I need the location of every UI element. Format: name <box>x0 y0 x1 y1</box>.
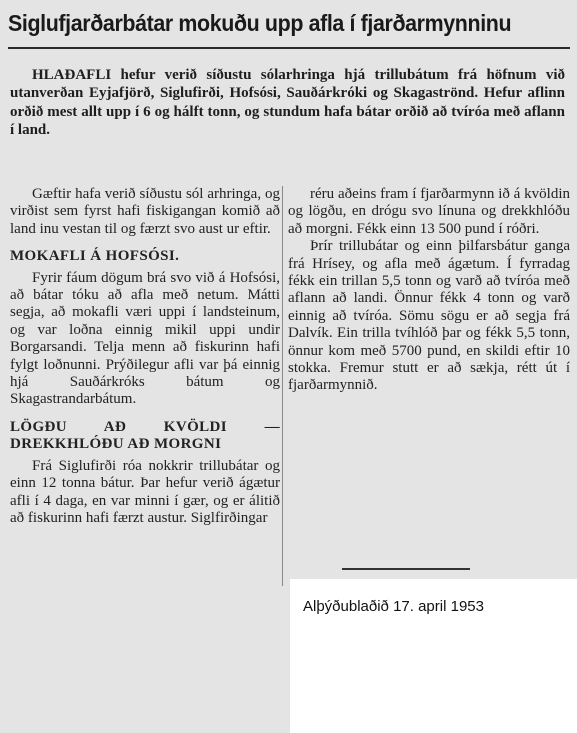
subheading-lodu: LÖGÐU AÐ KVÖLDI — DREKKHLÓÐU AÐ MORGNI <box>10 418 280 453</box>
headline-rule <box>8 47 570 49</box>
lead-paragraph <box>10 66 565 140</box>
headline: Siglufjarðarbátar mokuðu upp afla í fjarðarmynninu <box>8 10 512 36</box>
left-paragraph-1: Gæftir hafa verið síðustu sól arhringa, og virðist sem fyrst hafi fiskigangan komið að land inu vestan til og færzt svo aust ur eftir. <box>10 186 280 237</box>
column-divider <box>282 186 283 586</box>
subheading-hofsos: MOKAFLI Á HOFSÓSI. <box>10 248 180 265</box>
right-paragraph-2: Þrír trillubátar og einn þilfarsbátur ganga frá Hrísey, og afla með ágætum. Í fyrradag fékk ein trillan 5,5 tonn og varð að tvíróa með aflann að landi. Önnur fékk 4 tonn og varð einnig að tvíróa. Sömu sögu er að segja frá Dalvík. Ein trilla tvíhlóð þar og fékk 5,5 tonn, önnur kom með 5700 pund, en skildi eftir 10 stokka. Fremur stutt er að sækja, rétt út í fjarðarmynnið. <box>288 238 570 394</box>
article-end-rule <box>342 568 470 570</box>
right-column <box>288 186 570 395</box>
left-paragraph-2: Fyrir fáum dögum brá svo við á Hofsósi, að bátar tóku að afla með netum. Mátti segja, að mokafli væri uppi í landsteinum, og var loðna einnig mikil uppi undir Borgarsandi. Telja menn að fiskurinn hafi fylgt loðnunni. Prýðilegur afli var þá einnig hjá Sauðárkróks bátum og Skagastrandarbátum. <box>10 269 280 408</box>
left-column <box>10 186 280 527</box>
right-paragraph-1: réru aðeins fram í fjarðarmynn ið á kvöldin og lögðu, en drógu svo línuna og drekkhlóðu að morgni. Fékk einn 13 500 pund í róðri. <box>288 186 570 237</box>
left-paragraph-3: Frá Siglufirði róa nokkrir trillubátar og einn 12 tonna bátur. Þar hefur verið ágætur afli í 4 daga, en var minni í gær, og er álitið að fiskurinn hafi færzt austur. Siglfirðingar <box>10 457 280 526</box>
source-caption: Alþýðublaðið 17. april 1953 <box>303 598 484 615</box>
lead-text: HLAÐAFLI hefur verið síðustu sólarhringa hjá trillubátum frá höfnum við utanverðan Eyjafjörð, Siglufirði, Hofsósi, Sauðárkróki og Skagaströnd. Hefur aflinn orðið mest allt upp í 6 og hálft tonn, og stundum hafa bátar orðið að tvíróa með aflann í land. <box>10 67 565 139</box>
